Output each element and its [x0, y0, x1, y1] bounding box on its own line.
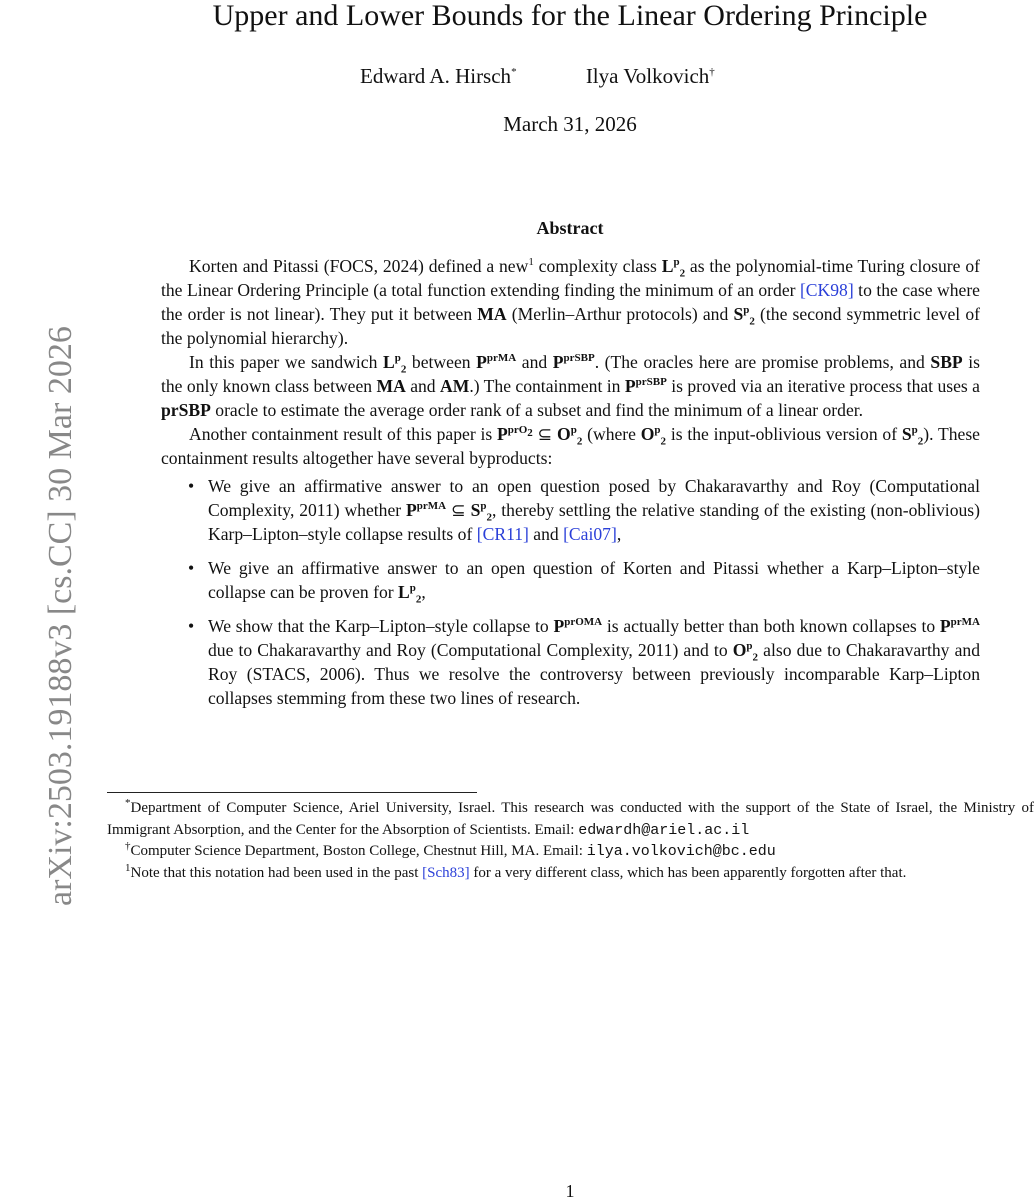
authors [360, 64, 715, 89]
abstract-paragraph-3: Another containment result of this paper is $P^{prO_2}$ ⊆ $O^p_2$ (where $O^p_2$ is the input-oblivious version of $S^p_2$). These containment results altogether have several byproducts: [161, 424, 980, 468]
footnote-divider [107, 792, 477, 793]
abstract-paragraph-2: In this paper we sandwich $L^p_2$ between $P^{prMA}$ and $P^{prSBP}$. (The oracles here are promise problems, and SBP is the only known class between MA and AM.) The containment in $P^{prSBP}$ is proved via an iterative process that uses a prSBP oracle to estimate the average order rank of a subset and find the minimum of a linear order. [161, 352, 980, 420]
arxiv-stamp-text: arXiv:2503.19188v3 [cs.CC] 30 Mar 2026 [42, 326, 79, 906]
abstract-heading: Abstract [536, 218, 604, 238]
list-item: • We give an affirmative answer to an open question posed by Chakaravarthy and Roy (Computational Complexity, 2011) whether $P^{prMA}$ ⊆ $S^p_2$, thereby settling the relative standing of the existing (non-oblivious) Karp–Lipton–style collapse results of [CR11] and [Cai07], [188, 476, 980, 544]
bullet-icon: • [188, 558, 195, 578]
paper-date: March 31, 2026 [503, 112, 637, 136]
footnote-2: †Computer Science Department, Boston College, Chestnut Hill, MA. Email: ilya.volkovich@bc.edu [125, 840, 776, 860]
abstract-body [161, 254, 980, 720]
footnote-ref-1[interactable]: 1 [528, 256, 534, 269]
email-link-hirsch[interactable]: edwardh@ariel.ac.il [578, 821, 750, 839]
paper-title: Upper and Lower Bounds for the Linear Ordering Principle [212, 0, 928, 32]
citation-cr11[interactable]: [CR11] [476, 524, 529, 544]
email-link-volkovich[interactable]: ilya.volkovich@bc.edu [586, 843, 776, 860]
author-2: Ilya Volkovich† [585, 64, 715, 88]
citation-sch83[interactable]: [Sch83] [422, 864, 470, 881]
footnote-1: *Department of Computer Science, Ariel University, Israel. This research was conducted with the support of the State of Israel, the Ministry of Immigrant Absorption, and the Center for the Absorption of Scientists. Email: edwardh@ariel.ac.il [107, 797, 1034, 839]
citation-cai07[interactable]: [Cai07] [563, 524, 617, 544]
class-S2p: $S^p_2$ [733, 304, 755, 328]
class-L2p: $L^p_2$ [661, 256, 686, 280]
arxiv-stamp [2, 206, 79, 906]
bullet-icon: • [188, 616, 195, 636]
list-item: • We show that the Karp–Lipton–style collapse to $P^{prOMA}$ is actually better than both known collapses to $P^{prMA}$ due to Chakaravarthy and Roy (Computational Complexity, 2011) and to $O^p_2$ also due to Chakaravarthy and Roy (STACS, 2006). Thus we resolve the controversy between previously incomparable Karp–Lipton collapses stemming from these two lines of research. [188, 616, 980, 708]
footnote-3: $^1$Note that this notation had been used in the past [Sch83] for a very different class, which has been apparently forgotten after that. [125, 861, 907, 881]
citation-ck98[interactable]: [CK98] [799, 280, 854, 300]
footnotes [107, 798, 1034, 884]
bullet-icon: • [188, 476, 195, 496]
author-1: Edward A. Hirsch* [360, 64, 517, 88]
abstract-paragraph-1: Korten and Pitassi (FOCS, 2024) defined a new$^1$ complexity class $L^p_2$ as the polynomial-time Turing closure of the Linear Ordering Principle (a total function extending finding the minimum of an order [CK98] to the case where the order is not linear). They put it between MA (Merlin–Arthur protocols) and $S^p_2$ (the second symmetric level of the polynomial hierarchy). [161, 256, 980, 348]
list-item: • We give an affirmative answer to an open question of Korten and Pitassi whether a Karp–Lipton–style collapse can be proven for $L^p_2$, [188, 558, 980, 606]
page-number: 1 [565, 1181, 575, 1201]
byproducts-list [161, 474, 980, 710]
